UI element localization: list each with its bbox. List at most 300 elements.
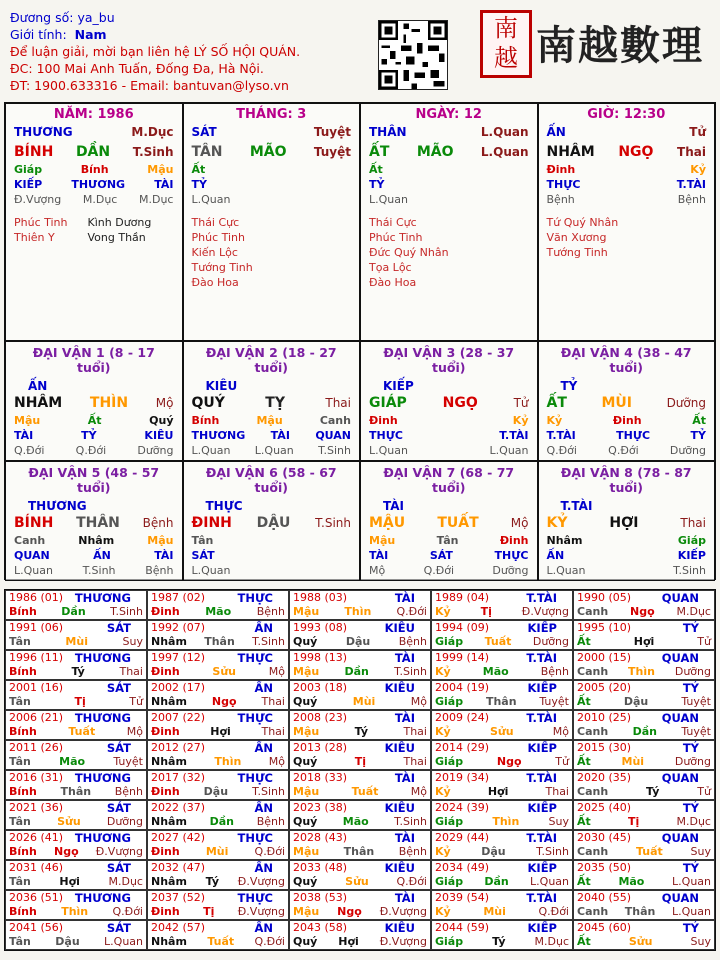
star-good: Đào Hoa — [369, 276, 417, 289]
year-branch: Mão — [618, 875, 645, 888]
year-branch: Hợi — [59, 875, 80, 888]
pillar-title: GIỜ: 12:30 — [587, 107, 666, 122]
star-good: Tọa Lộc — [369, 261, 412, 274]
year-number: 2030 (45) — [577, 831, 632, 844]
dai-van-god: TỶ — [81, 429, 97, 442]
year-ten-god: KIẾP — [527, 921, 557, 935]
dai-van-stem: ẤT — [546, 395, 567, 411]
year-cell[interactable] — [573, 680, 715, 710]
dai-van-stem: QUÝ — [191, 395, 225, 411]
year-ten-god: TÀI — [394, 831, 415, 845]
year-cell[interactable] — [289, 920, 431, 950]
year-branch: Mùi — [483, 905, 506, 918]
year-cell[interactable] — [147, 860, 289, 890]
year-cell[interactable] — [5, 680, 147, 710]
year-stem: Quý — [293, 755, 318, 768]
year-ten-god: QUAN — [661, 831, 699, 845]
pillar-stem-branch: NHÂM — [546, 144, 595, 160]
year-stem: Quý — [293, 875, 318, 888]
year-number: 1987 (02) — [151, 591, 206, 604]
year-ten-god: THƯƠNG — [74, 591, 131, 605]
year-stage: Đ.Vượng — [521, 605, 569, 618]
owner-value: ya_bu — [77, 10, 115, 25]
dai-van-hidden: Mậu — [369, 534, 396, 547]
dai-van-ten-god: THƯƠNG — [28, 499, 87, 513]
year-ten-god: TỶ — [682, 741, 699, 755]
year-cell[interactable] — [573, 620, 715, 650]
year-stage: Tử — [697, 635, 711, 648]
year-stage: Thai — [403, 725, 427, 738]
year-cell[interactable] — [5, 830, 147, 860]
dai-van-god: QUAN — [315, 429, 351, 442]
year-number: 2005 (20) — [577, 681, 632, 694]
year-cell[interactable] — [147, 620, 289, 650]
pillar-hidden-stem: Kỷ — [690, 163, 706, 176]
year-branch: Dậu — [55, 935, 80, 948]
year-number: 2019 (34) — [435, 771, 490, 784]
year-cell[interactable] — [573, 590, 715, 620]
year-stem: Tân — [9, 755, 31, 768]
year-cell[interactable] — [289, 710, 431, 740]
dai-van-stem: NHÂM — [14, 395, 63, 411]
qr-code-icon[interactable] — [378, 20, 448, 90]
year-cell[interactable] — [5, 920, 147, 950]
star-good: Tướng Tinh — [546, 246, 608, 259]
year-branch: Tuất — [351, 785, 379, 798]
dai-van-god: TÀI — [14, 429, 34, 442]
year-branch: Thân — [204, 635, 235, 648]
year-stem: Mậu — [293, 905, 320, 918]
year-cell[interactable] — [431, 590, 573, 620]
year-stage: Đ.Vượng — [237, 905, 285, 918]
year-branch: Mão — [342, 815, 369, 828]
year-cell[interactable] — [289, 890, 431, 920]
star-bad: Vong Thần — [87, 231, 146, 244]
year-stem: Kỷ — [435, 845, 451, 858]
year-branch: Tý — [646, 785, 660, 798]
pillar-state: M.Dục — [139, 193, 174, 206]
pillar-stars — [14, 215, 174, 245]
year-ten-god: QUAN — [661, 651, 699, 665]
year-cell[interactable] — [431, 680, 573, 710]
dai-van-state: Q.Đới — [14, 444, 45, 457]
dai-van-hidden: Nhâm — [78, 534, 115, 547]
year-ten-god: THỰC — [237, 711, 273, 725]
pillar-stage: Tuyệt — [313, 125, 351, 139]
year-stage: Q.Đới — [254, 845, 285, 858]
dai-van-god: THỰC — [369, 429, 403, 442]
year-cell[interactable] — [289, 620, 431, 650]
year-ten-god: KIÊU — [384, 621, 415, 635]
dai-van-hidden: Giáp — [677, 534, 706, 547]
year-cell[interactable] — [289, 860, 431, 890]
year-stem: Kỷ — [435, 905, 451, 918]
year-cell[interactable] — [147, 800, 289, 830]
year-cell[interactable] — [573, 770, 715, 800]
year-ten-god: THỰC — [237, 771, 273, 785]
year-cell[interactable] — [431, 620, 573, 650]
year-ten-god: SÁT — [106, 681, 131, 695]
dai-van-stage: Bệnh — [142, 516, 174, 530]
dai-van-god: QUAN — [14, 549, 50, 562]
year-stem: Mậu — [293, 725, 320, 738]
year-stage: Suy — [548, 815, 569, 828]
dai-van-state: Bệnh — [145, 564, 174, 577]
year-number: 1989 (04) — [435, 591, 490, 604]
year-stem: Tân — [9, 635, 31, 648]
year-stage: Bệnh — [256, 605, 285, 618]
dai-van-hidden: Tân — [191, 534, 214, 547]
dai-van-state: L.Quan — [191, 444, 231, 457]
dai-van-state: L.Quan — [546, 564, 586, 577]
annual-luck-table — [4, 589, 716, 951]
pillar-0 — [5, 103, 183, 341]
star-good: Thái Cực — [191, 216, 240, 229]
year-cell[interactable] — [5, 860, 147, 890]
year-cell[interactable] — [573, 830, 715, 860]
year-ten-god: QUAN — [661, 711, 699, 725]
year-number: 2045 (60) — [577, 921, 632, 934]
year-ten-god: ẤN — [254, 621, 273, 635]
year-cell[interactable] — [573, 800, 715, 830]
year-stage: Đ.Vượng — [379, 905, 427, 918]
dai-van-hidden: Nhâm — [546, 534, 583, 547]
year-cell[interactable] — [289, 590, 431, 620]
year-stage: Tuyệt — [681, 695, 711, 708]
year-stem: Đinh — [151, 845, 180, 858]
year-stem: Đinh — [151, 785, 180, 798]
year-cell[interactable] — [147, 740, 289, 770]
year-ten-god: THƯƠNG — [74, 771, 131, 785]
year-cell[interactable] — [431, 860, 573, 890]
dai-van-god: TỶ — [690, 429, 706, 442]
dai-van-god: ẤN — [93, 549, 111, 562]
year-number: 2002 (17) — [151, 681, 206, 694]
year-stage: Thai — [119, 665, 143, 678]
year-number: 2044 (59) — [435, 921, 490, 934]
dai-van-title: ĐẠI VẬN 3 (28 - 37 tuổi) — [383, 345, 515, 375]
year-stage: Bệnh — [256, 815, 285, 828]
dai-van-branch: THÂN — [76, 515, 120, 531]
year-number: 2011 (26) — [9, 741, 64, 754]
year-number: 2022 (37) — [151, 801, 206, 814]
year-number: 2004 (19) — [435, 681, 490, 694]
year-stem: Bính — [9, 605, 37, 618]
year-number: 2037 (52) — [151, 891, 206, 904]
year-stage: Tuyệt — [539, 695, 569, 708]
year-cell[interactable] — [5, 710, 147, 740]
year-cell[interactable] — [431, 890, 573, 920]
dai-van-hidden: Quý — [149, 414, 174, 427]
dai-van-stem: MẬU — [369, 515, 406, 531]
dai-van-state: T.Sinh — [82, 564, 116, 577]
year-ten-god: T.TÀI — [526, 831, 557, 845]
dai-van-hidden: Mậu — [256, 414, 283, 427]
year-branch: Dần — [632, 725, 657, 738]
year-cell[interactable] — [5, 770, 147, 800]
year-cell[interactable] — [573, 650, 715, 680]
year-stem: Giáp — [435, 755, 464, 768]
year-cell[interactable] — [573, 740, 715, 770]
year-cell[interactable] — [147, 890, 289, 920]
year-branch: Ngọ — [496, 755, 522, 768]
header-info — [10, 9, 350, 94]
year-stage: T.Sinh — [110, 605, 143, 618]
dai-van-6[interactable] — [183, 461, 361, 581]
year-stem: Giáp — [435, 875, 464, 888]
year-ten-god: KIÊU — [384, 921, 415, 935]
year-ten-god: ẤN — [254, 741, 273, 755]
year-stage: Thai — [261, 695, 285, 708]
dai-van-god: TÀI — [154, 549, 174, 562]
dai-van-state: L.Quan — [254, 444, 294, 457]
star-good: Tứ Quý Nhân — [546, 216, 619, 229]
year-number: 2015 (30) — [577, 741, 632, 754]
year-stem: Canh — [577, 605, 609, 618]
dai-van-2[interactable] — [183, 341, 361, 461]
year-branch: Ngọ — [337, 905, 362, 918]
year-number: 2017 (32) — [151, 771, 206, 784]
pillar-hidden-stem: Ất — [369, 163, 383, 176]
dai-van-ten-god: KIẾP — [383, 379, 414, 393]
year-stage: Thai — [403, 755, 427, 768]
dai-van-8[interactable] — [538, 461, 716, 581]
year-cell[interactable] — [289, 770, 431, 800]
year-ten-god: THỰC — [237, 831, 273, 845]
year-number: 2026 (41) — [9, 831, 64, 844]
year-ten-god: KIÊU — [384, 741, 415, 755]
year-cell[interactable] — [289, 800, 431, 830]
year-cell[interactable] — [573, 860, 715, 890]
year-stem: Đinh — [151, 725, 180, 738]
year-cell[interactable] — [147, 920, 289, 950]
year-branch: Thìn — [344, 605, 372, 618]
pillar-state: M.Dục — [82, 193, 118, 206]
year-ten-god: THƯƠNG — [74, 891, 131, 905]
year-cell[interactable] — [147, 680, 289, 710]
year-stage: Đ.Vượng — [379, 935, 427, 948]
dai-van-state: T.Sinh — [673, 564, 706, 577]
pillar-stem-branch: Thai — [677, 145, 706, 159]
year-cell[interactable] — [431, 770, 573, 800]
year-cell[interactable] — [147, 830, 289, 860]
year-stem: Đinh — [151, 605, 180, 618]
dai-van-state: L.Quan — [14, 564, 53, 577]
year-cell[interactable] — [147, 770, 289, 800]
star-good: Thiên Y — [14, 231, 55, 244]
year-cell[interactable] — [573, 710, 715, 740]
year-cell[interactable] — [573, 920, 715, 950]
year-stem: Ất — [577, 815, 591, 828]
dai-van-ten-god: TÀI — [383, 499, 405, 513]
year-cell[interactable] — [289, 650, 431, 680]
year-number: 1994 (09) — [435, 621, 490, 634]
year-stage: Bệnh — [540, 665, 569, 678]
year-stem: Ất — [577, 935, 591, 948]
year-ten-god: TỶ — [682, 681, 699, 695]
year-cell[interactable] — [431, 740, 573, 770]
dai-van-state: Dưỡng — [669, 444, 706, 457]
year-branch: Tị — [203, 905, 215, 918]
year-ten-god: SÁT — [106, 741, 131, 755]
year-ten-god: T.TÀI — [526, 771, 557, 785]
pillar-1 — [183, 103, 361, 341]
year-stage: Dưỡng — [106, 815, 143, 828]
year-cell[interactable] — [431, 920, 573, 950]
year-cell[interactable] — [147, 710, 289, 740]
year-stem: Ất — [577, 695, 591, 708]
year-stem: Mậu — [293, 605, 320, 618]
pillar-hidden-stem: Bính — [80, 163, 109, 176]
year-cell[interactable] — [289, 740, 431, 770]
year-branch: Thân — [624, 905, 656, 918]
dai-van-5[interactable] — [5, 461, 183, 581]
year-stage: T.Sinh — [252, 785, 285, 798]
year-number: 2009 (24) — [435, 711, 490, 724]
year-ten-god: SÁT — [106, 861, 131, 875]
pillar-hidden-god: T.TÀI — [676, 178, 706, 191]
year-cell[interactable] — [5, 890, 147, 920]
gender-label: Giới tính: — [10, 27, 67, 42]
year-branch: Tị — [74, 695, 86, 708]
dai-van-god: TÀI — [369, 549, 389, 562]
dai-van-god: SÁT — [191, 549, 215, 562]
year-cell[interactable] — [147, 650, 289, 680]
year-branch: Thìn — [61, 905, 89, 918]
year-branch: Hợi — [487, 785, 509, 798]
dai-van-stage: Dưỡng — [666, 396, 706, 410]
year-ten-god: TỶ — [682, 801, 699, 815]
year-cell[interactable] — [431, 830, 573, 860]
year-number: 2038 (53) — [293, 891, 348, 904]
year-stem: Kỷ — [435, 605, 451, 618]
year-stage: Mộ — [268, 665, 285, 678]
dai-van-god: ẤN — [546, 549, 565, 562]
pillar-hidden-god: TỶ — [191, 178, 207, 191]
year-number: 1999 (14) — [435, 651, 490, 664]
year-branch: Tị — [628, 815, 640, 828]
pillar-stem-branch: T.Sinh — [132, 145, 174, 159]
year-number: 2027 (42) — [151, 831, 206, 844]
pillar-state: L.Quan — [191, 193, 231, 206]
year-stem: Mậu — [293, 665, 320, 678]
pillar-stem-branch: NGỌ — [618, 144, 654, 160]
dai-van-state: Q.Đới — [75, 444, 107, 457]
year-ten-god: SÁT — [106, 801, 131, 815]
year-stage: L.Quan — [530, 875, 569, 888]
year-branch: Hợi — [338, 935, 359, 948]
star-good: Đào Hoa — [191, 276, 239, 289]
year-branch: Thân — [485, 695, 517, 708]
year-stage: T.Sinh — [394, 665, 427, 678]
star-good: Thái Cực — [369, 216, 417, 229]
dai-van-state: Q.Đới — [423, 564, 455, 577]
pillar-ten-god: THÂN — [369, 125, 407, 139]
year-number: 2001 (16) — [9, 681, 64, 694]
dai-van-stage: Mộ — [155, 396, 174, 410]
year-number: 2031 (46) — [9, 861, 64, 874]
year-number: 2007 (22) — [151, 711, 206, 724]
dai-van-stem: BÍNH — [14, 515, 54, 531]
year-ten-god: ẤN — [254, 861, 273, 875]
year-stem: Nhâm — [151, 815, 187, 828]
dai-van-state: L.Quan — [369, 444, 408, 457]
year-stem: Kỷ — [435, 665, 451, 678]
dai-van-stage: Mộ — [510, 516, 529, 530]
year-stem: Bính — [9, 725, 37, 738]
dai-van-4[interactable] — [538, 341, 716, 461]
year-ten-god: KIẾP — [527, 621, 557, 635]
year-cell[interactable] — [5, 590, 147, 620]
pillar-stem-branch: MÃO — [416, 144, 454, 160]
dai-van-hidden: Ất — [692, 414, 706, 427]
year-stem: Canh — [577, 845, 609, 858]
dai-van-branch: DẬU — [256, 515, 291, 531]
dai-van-stage: Thai — [680, 516, 706, 530]
year-number: 2042 (57) — [151, 921, 206, 934]
dai-van-1[interactable] — [5, 341, 183, 461]
year-cell[interactable] — [431, 650, 573, 680]
pillar-hidden-god: TÀI — [154, 178, 174, 191]
pillar-hidden-god: KIẾP — [14, 178, 43, 191]
year-cell[interactable] — [5, 800, 147, 830]
dai-van-7[interactable] — [360, 461, 538, 581]
pillar-ten-god: SÁT — [191, 125, 217, 139]
year-stage: Mộ — [268, 755, 285, 768]
dai-van-god: T.TÀI — [499, 429, 529, 442]
year-cell[interactable] — [289, 830, 431, 860]
dai-van-god: T.TÀI — [546, 429, 576, 442]
year-stage: Q.Đới — [254, 935, 285, 948]
dai-van-state: Q.Đới — [546, 444, 577, 457]
year-stem: Nhâm — [151, 755, 187, 768]
year-number: 1996 (11) — [9, 651, 64, 664]
year-cell[interactable] — [431, 710, 573, 740]
year-number: 1990 (05) — [577, 591, 632, 604]
pillar-hidden-stem: Ất — [191, 163, 206, 176]
dai-van-stage: T.Sinh — [315, 516, 351, 530]
gender-value: Nam — [74, 27, 107, 42]
star-good: Phúc Tinh — [191, 231, 246, 244]
year-cell[interactable] — [147, 590, 289, 620]
year-cell[interactable] — [573, 890, 715, 920]
year-cell[interactable] — [5, 620, 147, 650]
year-branch: Thân — [343, 845, 375, 858]
year-cell[interactable] — [5, 740, 147, 770]
year-stage: Q.Đới — [396, 605, 427, 618]
year-number: 2036 (51) — [9, 891, 64, 904]
year-stem: Quý — [293, 635, 318, 648]
dai-van-branch: TUẤT — [437, 515, 479, 531]
year-number: 1991 (06) — [9, 621, 64, 634]
dai-van-3[interactable] — [360, 341, 538, 461]
pillar-ten-god: THƯƠNG — [14, 125, 73, 139]
year-cell[interactable] — [5, 650, 147, 680]
year-cell[interactable] — [289, 680, 431, 710]
dai-van-title: ĐẠI VẬN 4 (38 - 47 tuổi) — [560, 345, 692, 375]
year-number: 2039 (54) — [435, 891, 490, 904]
year-cell[interactable] — [431, 800, 573, 830]
year-number: 2006 (21) — [9, 711, 64, 724]
year-stage: Tử — [555, 755, 569, 768]
year-number: 1997 (12) — [151, 651, 206, 664]
dai-van-ten-god: KIÊU — [205, 379, 238, 393]
year-number: 2033 (48) — [293, 861, 348, 874]
dai-van-hidden: Canh — [319, 414, 351, 427]
star-good: Đức Quý Nhân — [369, 246, 449, 259]
year-stem: Nhâm — [151, 875, 187, 888]
dai-van-hidden: Kỷ — [512, 414, 529, 427]
